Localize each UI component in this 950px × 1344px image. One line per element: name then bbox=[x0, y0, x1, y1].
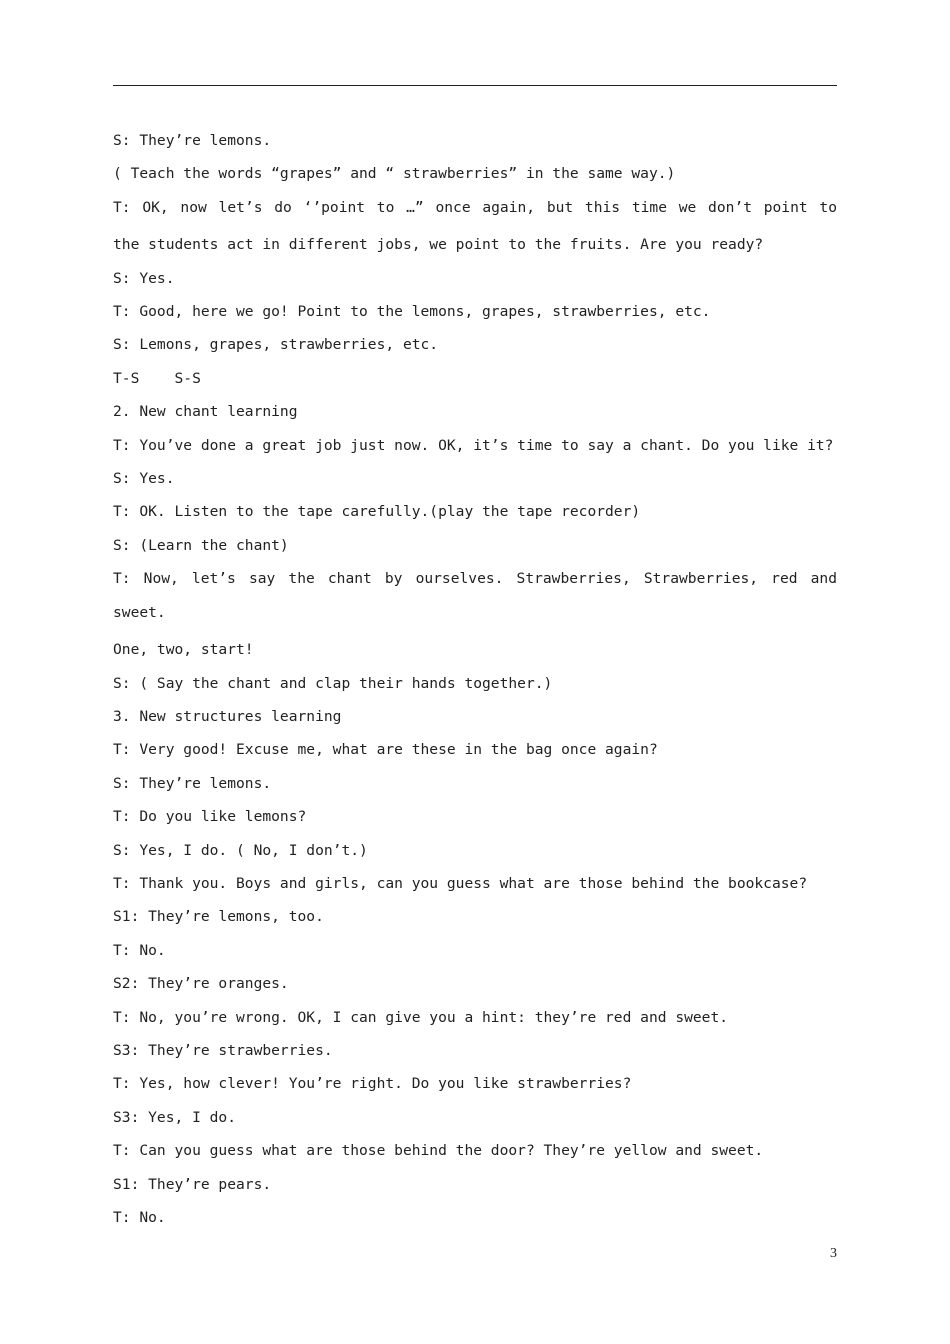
text-line: T: OK. Listen to the tape carefully.(play the tape recorder) bbox=[113, 503, 641, 521]
text-line: S1: They’re lemons, too. bbox=[113, 908, 324, 926]
text-line: T: Good, here we go! Point to the lemons, grapes, strawberries, etc. bbox=[113, 303, 711, 321]
text-line: T: No, you’re wrong. OK, I can give you a hint: they’re red and sweet. bbox=[113, 1008, 729, 1026]
text-line: T: OK, now let’s do ‘’point to …” once again, but this time we don’t point to bbox=[113, 198, 837, 216]
header-rule bbox=[113, 85, 837, 86]
page-number: 3 bbox=[830, 1246, 837, 1261]
text-line: One, two, start! bbox=[113, 641, 254, 659]
text-line: S1: They’re pears. bbox=[113, 1175, 272, 1193]
text-line: T: Thank you. Boys and girls, can you guess what are those behind the bookcase? bbox=[113, 874, 808, 892]
text-line: T: Very good! Excuse me, what are these in the bag once again? bbox=[113, 741, 658, 759]
text-line: T: Now, let’s say the chant by ourselves. Strawberries, Strawberries, red and sweet. bbox=[113, 570, 837, 621]
text-line: S: ( Say the chant and clap their hands together.) bbox=[113, 674, 553, 692]
text-line: T: Do you like lemons? bbox=[113, 808, 307, 826]
text-line: S2: They’re oranges. bbox=[113, 975, 289, 993]
body-text bbox=[113, 124, 837, 1234]
text-line: S: Yes, I do. ( No, I don’t.) bbox=[113, 841, 368, 859]
text-line: S3: Yes, I do. bbox=[113, 1108, 237, 1126]
text-line: T: Can you guess what are those behind the door? They’re yellow and sweet. bbox=[113, 1142, 764, 1160]
text-line: T: No. bbox=[113, 941, 166, 959]
text-line: T-S S-S bbox=[113, 369, 201, 387]
text-line: T: No. bbox=[113, 1209, 166, 1226]
text-line: S: (Learn the chant) bbox=[113, 536, 289, 554]
text-line: S: Lemons, grapes, strawberries, etc. bbox=[113, 336, 439, 354]
text-line: S: Yes. bbox=[113, 470, 175, 488]
text-line: T: You’ve done a great job just now. OK, it’s time to say a chant. Do you like it? bbox=[113, 436, 834, 454]
text-line: S: Yes. bbox=[113, 269, 175, 287]
section-heading: 2. New chant learning bbox=[113, 403, 298, 421]
text-line: ( Teach the words “grapes” and “ strawberries” in the same way.) bbox=[113, 165, 676, 183]
text-line: T: Yes, how clever! You’re right. Do you like strawberries? bbox=[113, 1075, 632, 1093]
text-line: S3: They’re strawberries. bbox=[113, 1041, 333, 1059]
text-line: the students act in different jobs, we point to the fruits. Are you ready? bbox=[113, 236, 764, 254]
text-line: S: They’re lemons. bbox=[113, 774, 272, 792]
text-line: S: They’re lemons. bbox=[113, 132, 272, 149]
section-heading: 3. New structures learning bbox=[113, 707, 342, 725]
